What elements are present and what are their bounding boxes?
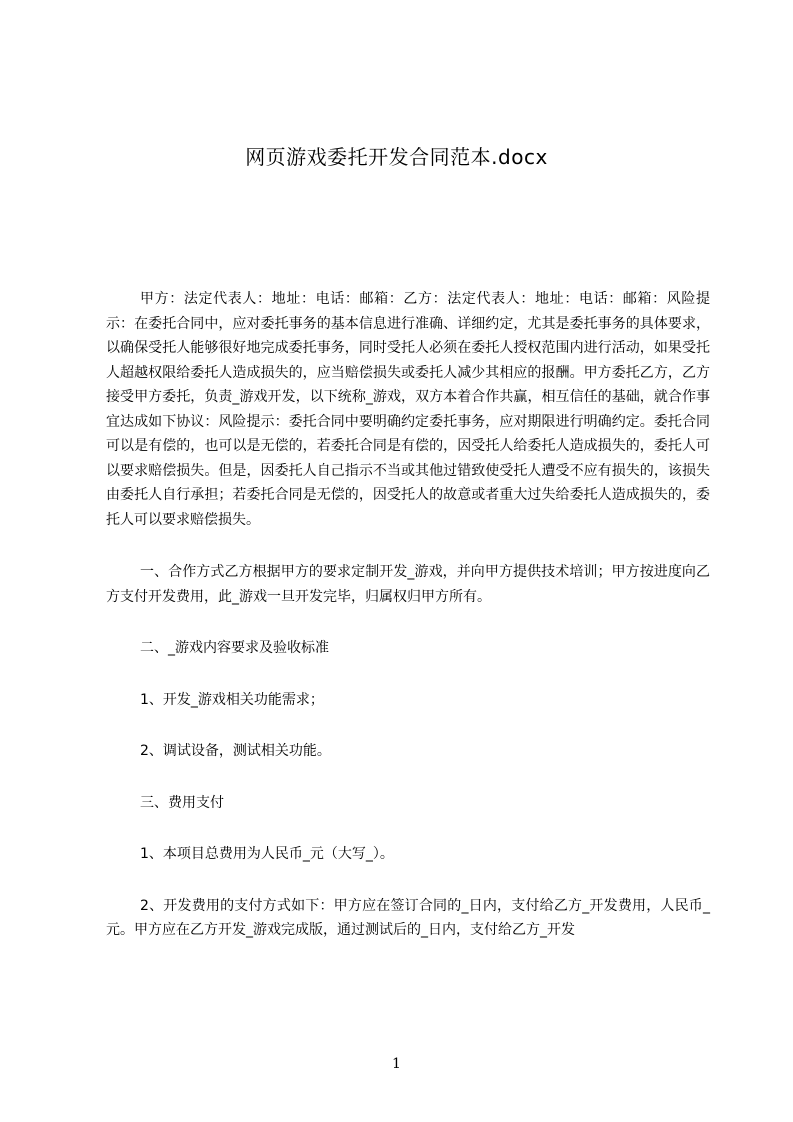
- document-body: [106, 287, 710, 943]
- paragraph-section-3-item-1: 1、本项目总费用为人民币_元（大写_）。: [140, 846, 394, 862]
- paragraph-section-2-item-1: 1、开发_游戏相关功能需求；: [140, 691, 324, 708]
- document-title: 网页游戏委托开发合同范本.docx: [245, 145, 548, 169]
- paragraph-section-2-item-2: 2、调试设备，测试相关功能。: [140, 743, 331, 759]
- paragraph-cooperation-method: 一、合作方式乙方根据甲方的要求定制开发_游戏，并向甲方提供技术培训；甲方按进度向乙方支付开发费用，此_游戏一旦开发完毕，归属权归甲方所有。: [106, 564, 710, 605]
- paragraph-section-2-heading: 二、_游戏内容要求及验收标准: [140, 640, 329, 656]
- paragraph-parties-and-risk: 甲方：法定代表人：地址：电话：邮箱：乙方：法定代表人：地址：电话：邮箱：风险提示：在委托合同中，应对委托事务的基本信息进行准确、详细约定，尤其是委托事务的具体要求，以确保受托人能够很好地完成委托事务，同时受托人必须在委托人授权范围内进行活动，如果受托人超越权限给委托人造成损失的，应当赔偿损失或委托人减少其相应的报酬。甲方委托乙方，乙方接受甲方委托，负责_游戏开发，以下统称_游戏，双方本着合作共赢，相互信任的基础，就合作事宜达成如下协议：风险提示：委托合同中要明确约定委托事务，应对期限进行明确约定。委托合同可以是有偿的，也可以是无偿的，若委托合同是有偿的，因受托人给委托人造成损失的，委托人可以要求赔偿损失。但是，因委托人自己指示不当或其他过错致使受托人遭受不应有损失的，该损失由委托人自行承担；若委托合同是无偿的，因受托人的故意或者重大过失给委托人造成损失的，委托人可以要求赔偿损失。: [106, 291, 710, 528]
- page-number: 1: [392, 1056, 401, 1072]
- paragraph-section-3-heading: 三、费用支付: [140, 794, 224, 811]
- paragraph-section-3-item-2: 2、开发费用的支付方式如下：甲方应在签订合同的_日内，支付给乙方_开发费用，人民币_元。甲方应在乙方开发_游戏完成版，通过测试后的_日内，支付给乙方_开发: [106, 897, 710, 938]
